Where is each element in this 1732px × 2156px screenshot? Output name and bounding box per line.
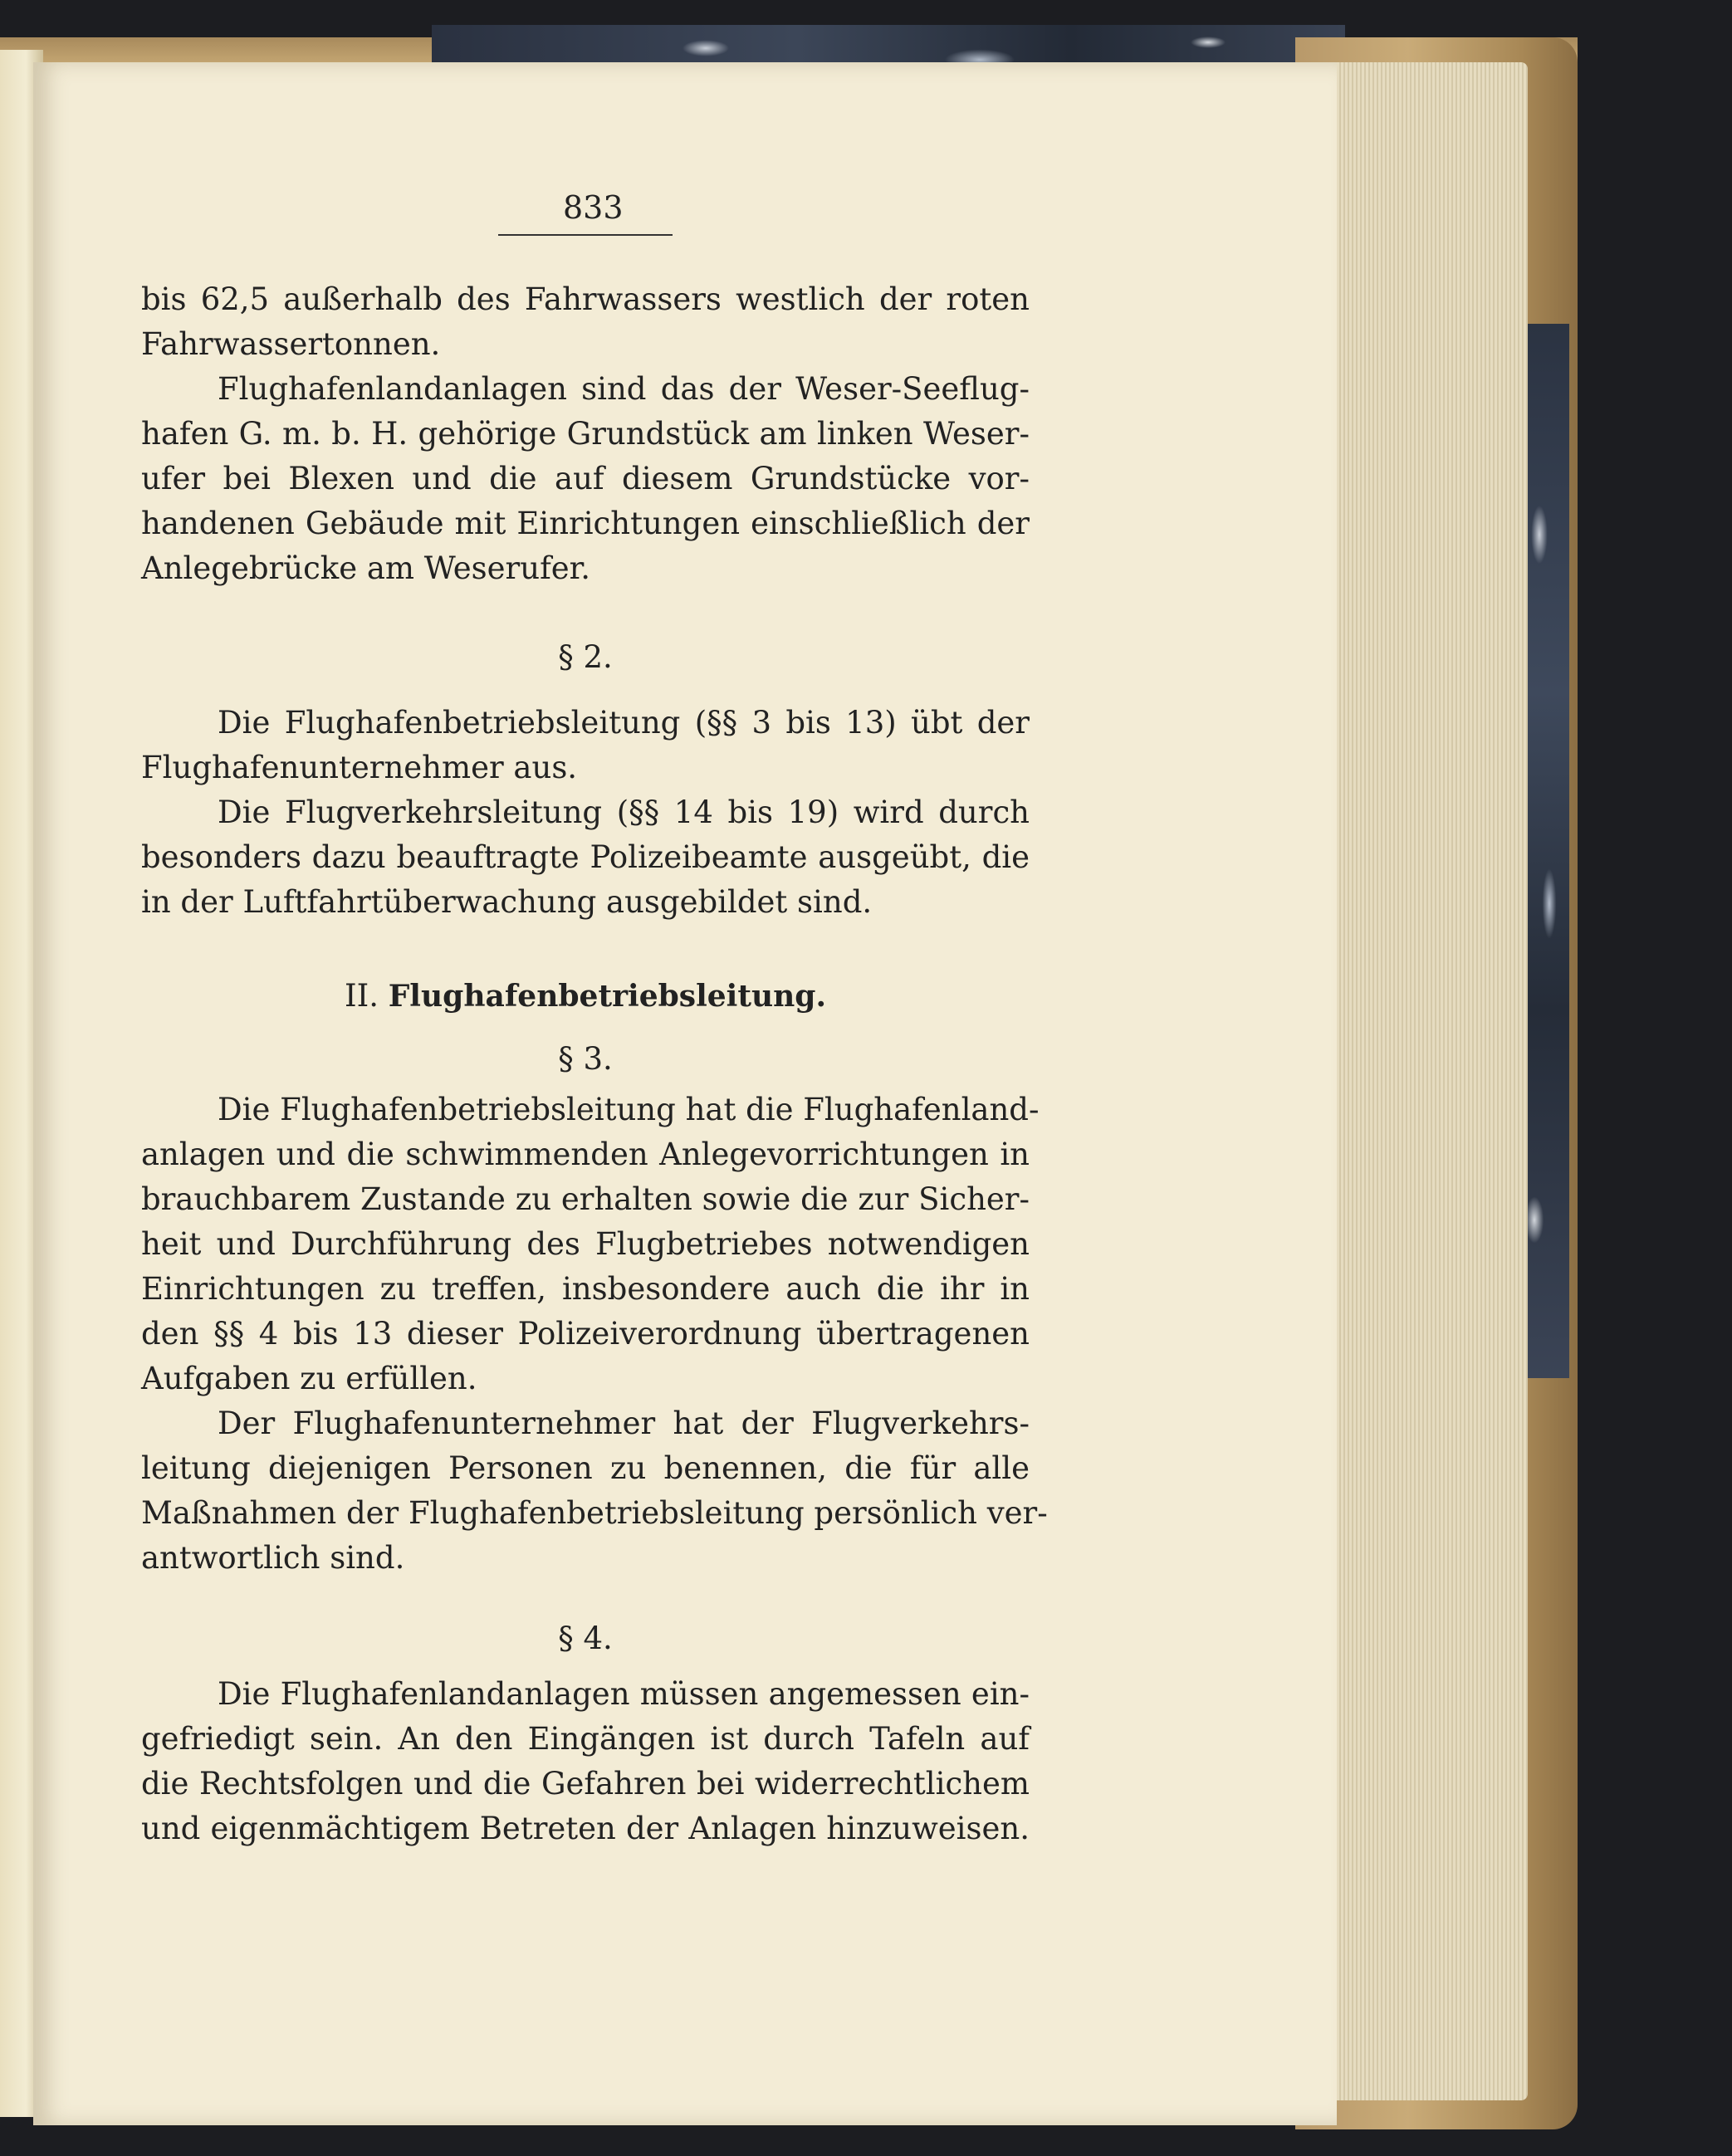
text-line: Die Flugverkehrsleitung (§§ 14 bis 19) wird durch xyxy=(218,794,1030,830)
section-heading: § 2. xyxy=(558,639,613,675)
text-line: den §§ 4 bis 13 dieser Polizeiverordnung übertragenen xyxy=(141,1316,1030,1352)
text-line: in der Luftfahrtüberwachung ausgebildet sind. xyxy=(141,884,873,920)
text-line: Die Flughafenbetriebsleitung hat die Flughafenland- xyxy=(218,1092,1040,1127)
text-line: Einrichtungen zu treffen, insbesondere auch die ihr in xyxy=(141,1271,1030,1307)
text-line: anlagen und die schwimmenden Anlegevorrichtungen in xyxy=(141,1137,1030,1172)
page-number: 833 xyxy=(563,189,624,226)
chapter-heading xyxy=(141,978,1030,1014)
text-line: Flughafenunternehmer aus. xyxy=(141,750,578,785)
text-line: Die Flughafenbetriebsleitung (§§ 3 bis 13) übt der xyxy=(218,705,1030,741)
text-line: Aufgaben zu erfüllen. xyxy=(141,1361,477,1396)
text-line: Die Flughafenlandanlagen müssen angemessen ein- xyxy=(218,1676,1030,1712)
page-number-rule xyxy=(498,234,673,236)
text-line: ufer bei Blexen und die auf diesem Grundstücke vor- xyxy=(141,461,1030,496)
text-line: antwortlich sind. xyxy=(141,1540,405,1576)
text-line: gefriedigt sein. An den Eingängen ist durch Tafeln auf xyxy=(141,1721,1030,1757)
text-line: Flughafenlandanlagen sind das der Weser-Seeflug- xyxy=(218,371,1030,407)
chapter-number: II. xyxy=(344,978,379,1014)
section-heading: § 4. xyxy=(558,1621,613,1656)
text-line: brauchbarem Zustande zu erhalten sowie die zur Sicher- xyxy=(141,1181,1030,1217)
text-line: und eigenmächtigem Betreten der Anlagen hinzuweisen. xyxy=(141,1811,1030,1846)
text-line: Der Flughafenunternehmer hat der Flugverkehrs- xyxy=(218,1406,1030,1441)
text-line: handenen Gebäude mit Einrichtungen einschließlich der xyxy=(141,506,1030,541)
chapter-title: Flughafenbetriebsleitung. xyxy=(388,979,827,1014)
text-line: hafen G. m. b. H. gehörige Grundstück am linken Weser- xyxy=(141,416,1030,452)
text-line: die Rechtsfolgen und die Gefahren bei widerrechtlichem xyxy=(141,1766,1030,1802)
text-line: besonders dazu beauftragte Polizeibeamte ausgeübt, die xyxy=(141,839,1030,875)
text-line: Anlegebrücke am Weserufer. xyxy=(141,550,591,586)
section-heading: § 3. xyxy=(558,1041,613,1077)
page-edges xyxy=(1320,62,1528,2100)
text-line: bis 62,5 außerhalb des Fahrwassers westlich der roten xyxy=(141,281,1030,317)
text-line: heit und Durchführung des Flugbetriebes notwendigen xyxy=(141,1226,1030,1262)
text-line: Maßnahmen der Flughafenbetriebsleitung persönlich ver- xyxy=(141,1495,1048,1531)
text-line: leitung diejenigen Personen zu benennen, die für alle xyxy=(141,1450,1030,1486)
text-line: Fahrwassertonnen. xyxy=(141,326,441,362)
